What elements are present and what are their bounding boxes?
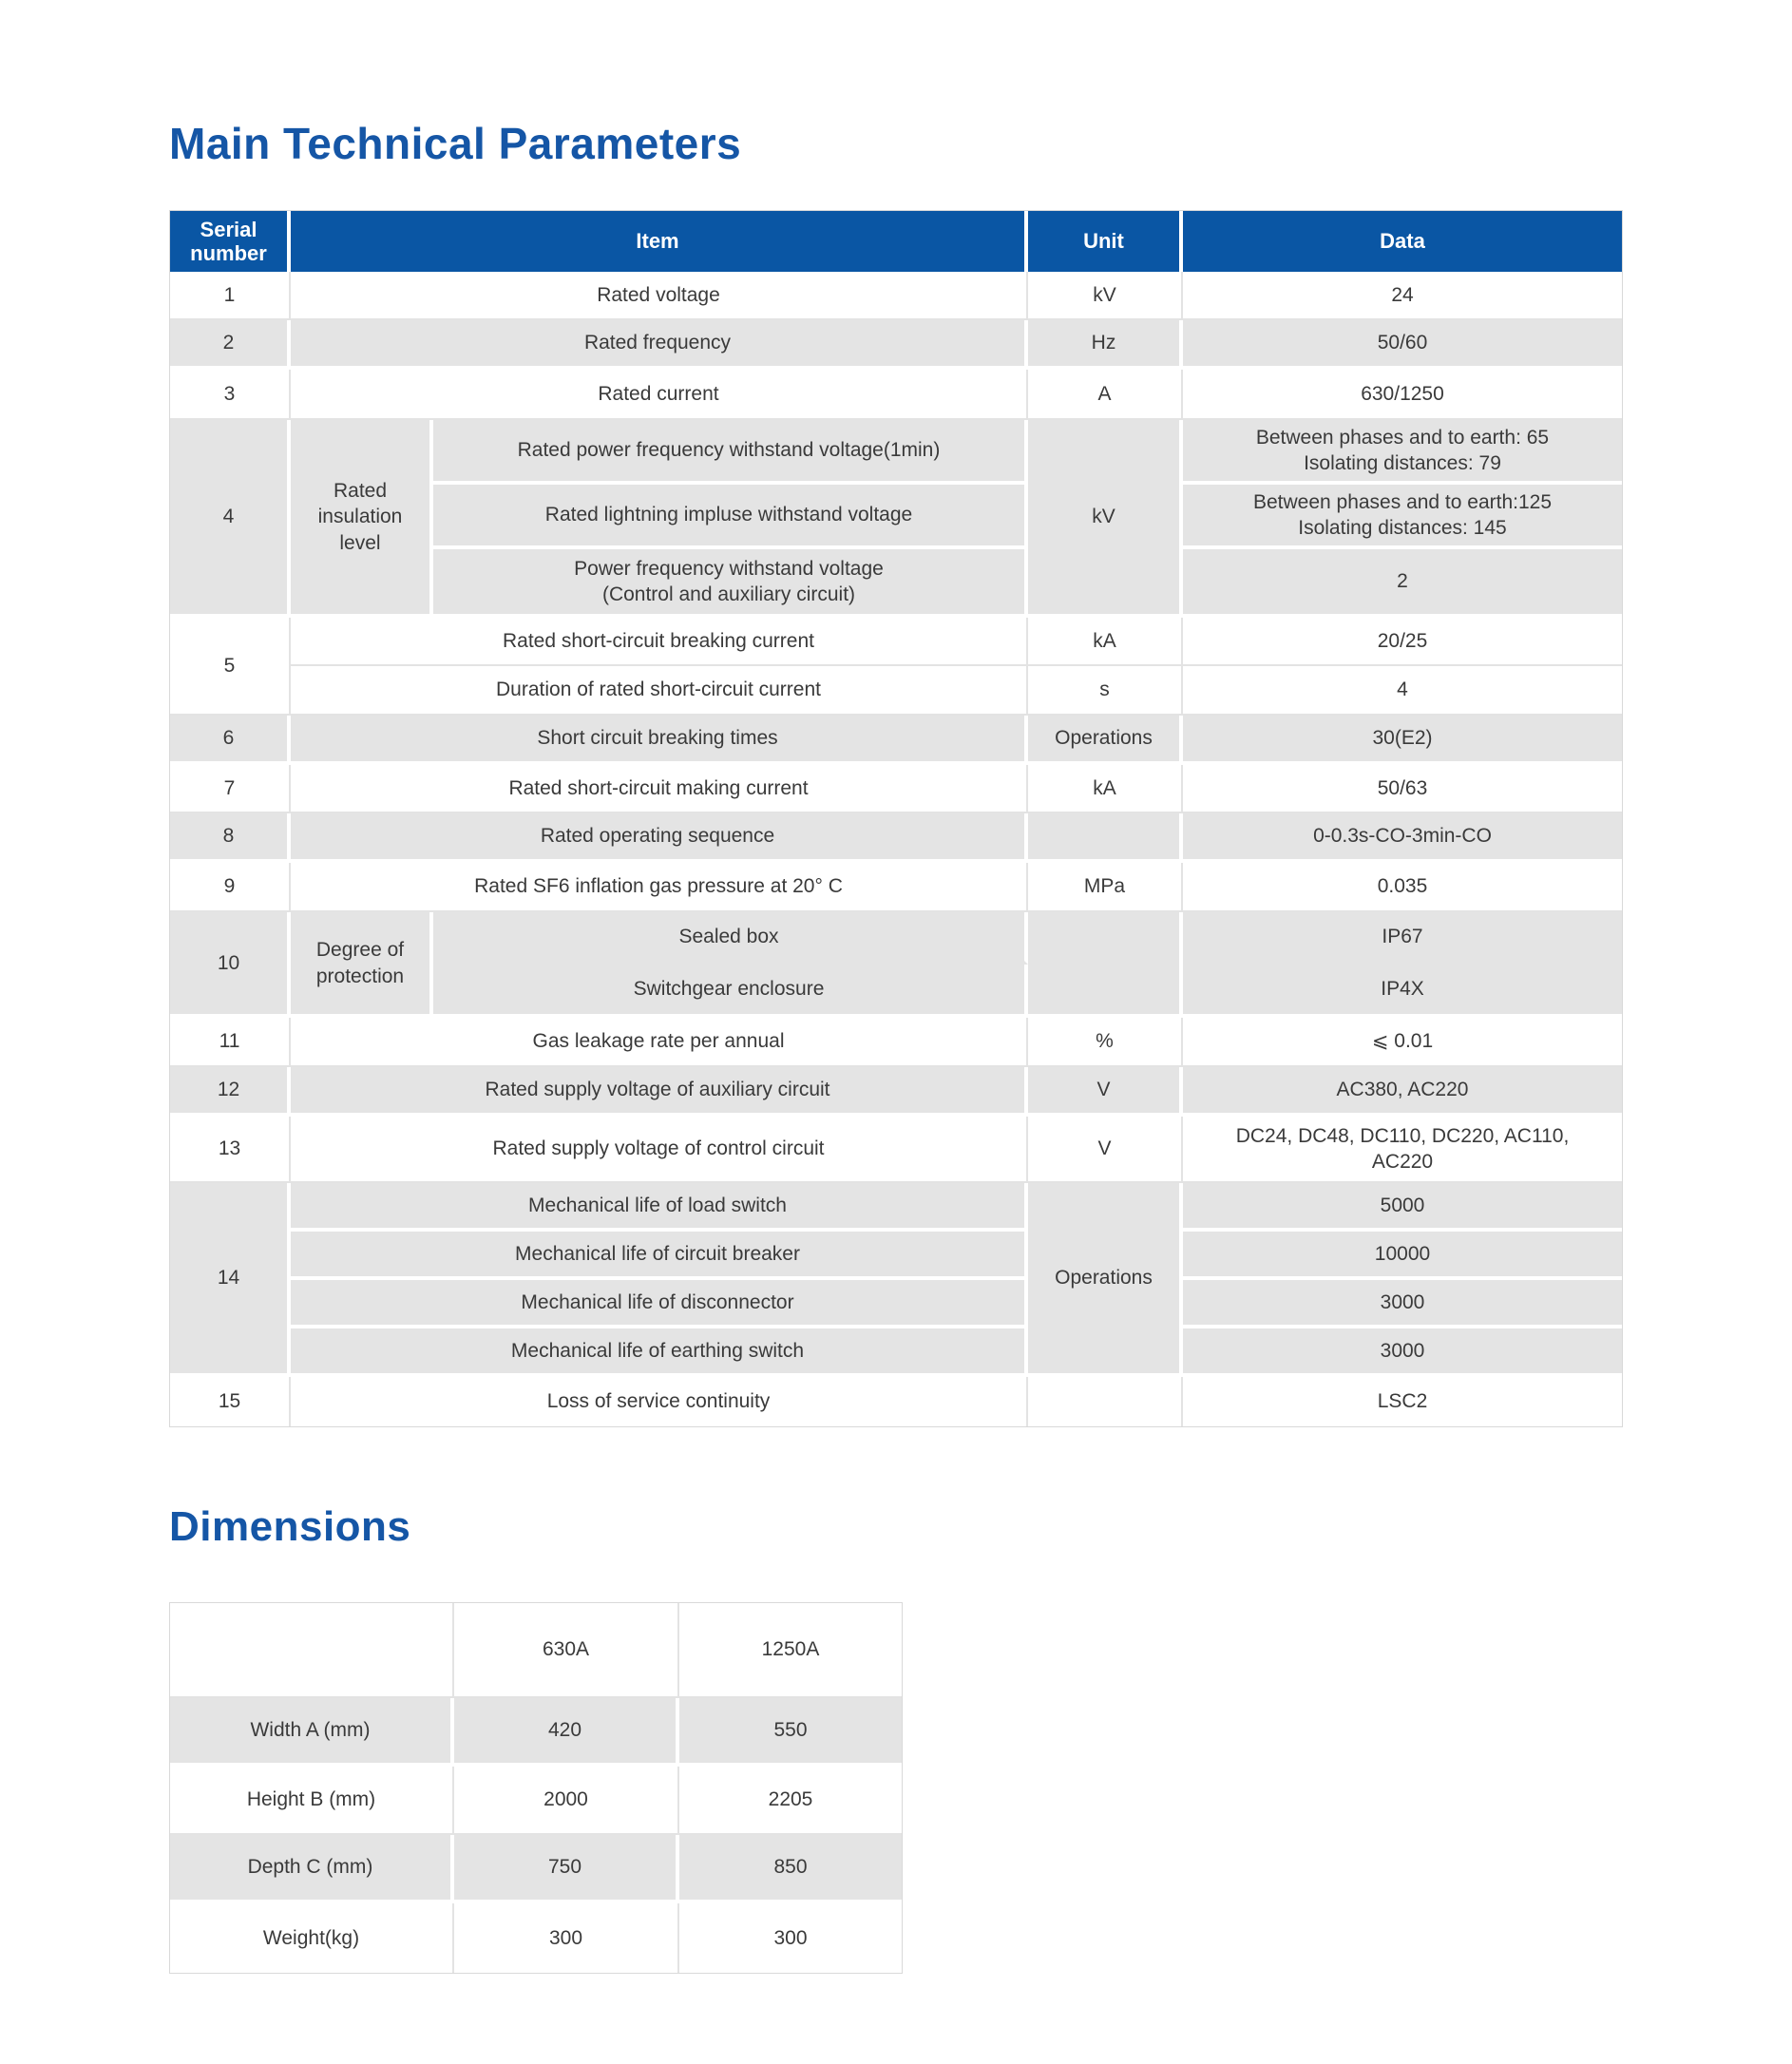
data-cell: 630/1250: [1183, 370, 1622, 420]
dim-value-cell: 2000: [454, 1767, 679, 1835]
table-row: [170, 1018, 1622, 1067]
data-cell: 50/63: [1183, 765, 1622, 813]
unit-cell: V: [1028, 1067, 1183, 1117]
table-row: [170, 420, 1622, 485]
table-row: [170, 272, 1622, 320]
item-cell: Duration of rated short-circuit current: [291, 666, 1028, 716]
table-row: [170, 370, 1622, 420]
item-cell: Mechanical life of circuit breaker: [291, 1232, 1028, 1280]
data-cell: 3000: [1183, 1328, 1622, 1377]
header-unit: Unit: [1028, 211, 1183, 272]
serial-cell: 15: [170, 1377, 291, 1426]
table-row: [170, 618, 1622, 666]
item-cell: Rated supply voltage of auxiliary circuit: [291, 1067, 1028, 1117]
item-cell: Short circuit breaking times: [291, 716, 1028, 765]
serial-cell: 7: [170, 765, 291, 813]
dimensions-header-row: [170, 1603, 902, 1698]
data-cell: LSC2: [1183, 1377, 1622, 1426]
data-cell: IP4X: [1183, 965, 1622, 1018]
item-cell: Rated supply voltage of control circuit: [291, 1117, 1028, 1183]
data-cell: [1183, 420, 1622, 485]
table-row: [170, 813, 1622, 863]
data-cell: ⩽ 0.01: [1183, 1018, 1622, 1067]
item-cell: Rated short-circuit breaking current: [291, 618, 1028, 666]
dim-value-cell: 300: [679, 1903, 902, 1973]
serial-cell: 14: [170, 1183, 291, 1377]
table-row: [170, 1698, 902, 1767]
table-row: [170, 912, 1622, 965]
table-row: [170, 1377, 1622, 1426]
item-cell: Gas leakage rate per annual: [291, 1018, 1028, 1067]
data-line: Between phases and to earth: 65: [1255, 426, 1550, 449]
item-cell: Mechanical life of load switch: [291, 1183, 1028, 1232]
unit-cell: kA: [1028, 765, 1183, 813]
dim-header-blank-cell: [170, 1603, 454, 1698]
item-cell: Rated operating sequence: [291, 813, 1028, 863]
data-cell: 0-0.3s-CO-3min-CO: [1183, 813, 1622, 863]
data-cell: [1183, 485, 1622, 549]
item-cell: Rated SF6 inflation gas pressure at 20° C: [291, 863, 1028, 912]
item-cell: Mechanical life of earthing switch: [291, 1328, 1028, 1377]
data-cell: IP67: [1183, 912, 1622, 965]
item-cell: [433, 549, 1028, 618]
table-row: [170, 716, 1622, 765]
data-line: AC220: [1371, 1151, 1434, 1173]
data-cell: 2: [1183, 549, 1622, 618]
unit-cell-empty: [1028, 813, 1183, 863]
serial-cell: 12: [170, 1067, 291, 1117]
dim-label-cell: Depth C (mm): [170, 1835, 454, 1903]
header-item: Item: [291, 211, 1028, 272]
item-cell: Rated power frequency withstand voltage(1min): [433, 420, 1028, 485]
dim-value-cell: 300: [454, 1903, 679, 1973]
item-cell: Loss of service continuity: [291, 1377, 1028, 1426]
main-technical-parameters-table: [169, 210, 1623, 1427]
unit-cell: Operations: [1028, 716, 1183, 765]
serial-cell: 6: [170, 716, 291, 765]
dim-value-cell: 550: [679, 1698, 902, 1767]
table-row: [170, 320, 1622, 370]
dim-value-cell: 420: [454, 1698, 679, 1767]
serial-cell: 4: [170, 420, 291, 618]
serial-cell: 2: [170, 320, 291, 370]
table-row: [170, 1117, 1622, 1183]
table-row: [170, 765, 1622, 813]
dim-label-cell: Height B (mm): [170, 1767, 454, 1835]
unit-cell-empty: [1028, 1377, 1183, 1426]
table-row: [170, 1183, 1622, 1232]
item-cell: Rated short-circuit making current: [291, 765, 1028, 813]
table-row: [170, 1280, 1622, 1328]
table-row: [170, 1232, 1622, 1280]
section-title-main-technical-parameters: Main Technical Parameters: [169, 119, 742, 168]
serial-cell: 3: [170, 370, 291, 420]
unit-cell: kV: [1028, 272, 1183, 320]
unit-cell: kV: [1028, 420, 1183, 618]
data-cell: 3000: [1183, 1280, 1622, 1328]
unit-cell: Hz: [1028, 320, 1183, 370]
item-line: (Control and auxiliary circuit): [601, 583, 856, 605]
item-cell: Switchgear enclosure: [433, 965, 1028, 1018]
dim-header-1250a-cell: 1250A: [679, 1603, 902, 1698]
table-row: [170, 1835, 902, 1903]
group-label-cell: Degree of protection: [291, 912, 433, 1018]
unit-cell: %: [1028, 1018, 1183, 1067]
dim-value-cell: 2205: [679, 1767, 902, 1835]
data-cell: 5000: [1183, 1183, 1622, 1232]
unit-cell: A: [1028, 370, 1183, 420]
table-row: [170, 666, 1622, 716]
table-row: [170, 1328, 1622, 1377]
data-cell: 30(E2): [1183, 716, 1622, 765]
table-row: [170, 863, 1622, 912]
serial-cell: 1: [170, 272, 291, 320]
unit-cell-empty: [1028, 912, 1183, 1018]
item-cell: Rated voltage: [291, 272, 1028, 320]
data-line: Isolating distances: 79: [1304, 452, 1501, 474]
dimensions-table: [169, 1602, 903, 1974]
dim-header-630a-cell: 630A: [454, 1603, 679, 1698]
data-line: Between phases and to earth:125: [1252, 490, 1553, 513]
unit-cell: MPa: [1028, 863, 1183, 912]
data-cell: 0.035: [1183, 863, 1622, 912]
data-cell: 50/60: [1183, 320, 1622, 370]
data-cell: 24: [1183, 272, 1622, 320]
serial-cell: 13: [170, 1117, 291, 1183]
unit-cell: Operations: [1028, 1183, 1183, 1377]
serial-cell: 5: [170, 618, 291, 716]
dim-value-cell: 750: [454, 1835, 679, 1903]
serial-cell: 8: [170, 813, 291, 863]
dim-label-cell: Width A (mm): [170, 1698, 454, 1767]
header-data: Data: [1183, 211, 1622, 272]
dim-value-cell: 850: [679, 1835, 902, 1903]
unit-cell: kA: [1028, 618, 1183, 666]
dim-label-cell: Weight(kg): [170, 1903, 454, 1973]
header-serial-number: Serial number: [170, 211, 291, 272]
data-cell: 10000: [1183, 1232, 1622, 1280]
table-row: [170, 1067, 1622, 1117]
item-cell: Rated lightning impluse withstand voltage: [433, 485, 1028, 549]
data-cell: 4: [1183, 666, 1622, 716]
item-cell: Rated current: [291, 370, 1028, 420]
item-cell: Rated frequency: [291, 320, 1028, 370]
item-cell: Sealed box: [433, 912, 1028, 965]
serial-cell: 9: [170, 863, 291, 912]
data-line: DC24, DC48, DC110, DC220, AC110,: [1235, 1124, 1570, 1147]
table-header-row: [170, 211, 1622, 272]
data-cell: [1183, 1117, 1622, 1183]
data-line: Isolating distances: 145: [1298, 517, 1507, 539]
unit-cell: s: [1028, 666, 1183, 716]
table-row: [170, 1767, 902, 1835]
data-cell: AC380, AC220: [1183, 1067, 1622, 1117]
unit-cell: V: [1028, 1117, 1183, 1183]
serial-cell: 11: [170, 1018, 291, 1067]
section-title-dimensions: Dimensions: [169, 1503, 411, 1550]
group-label-cell: Rated insulation level: [291, 420, 433, 618]
data-cell: 20/25: [1183, 618, 1622, 666]
table-row: [170, 1903, 902, 1973]
serial-cell: 10: [170, 912, 291, 1018]
item-cell: Mechanical life of disconnector: [291, 1280, 1028, 1328]
item-line: Power frequency withstand voltage: [574, 557, 884, 580]
